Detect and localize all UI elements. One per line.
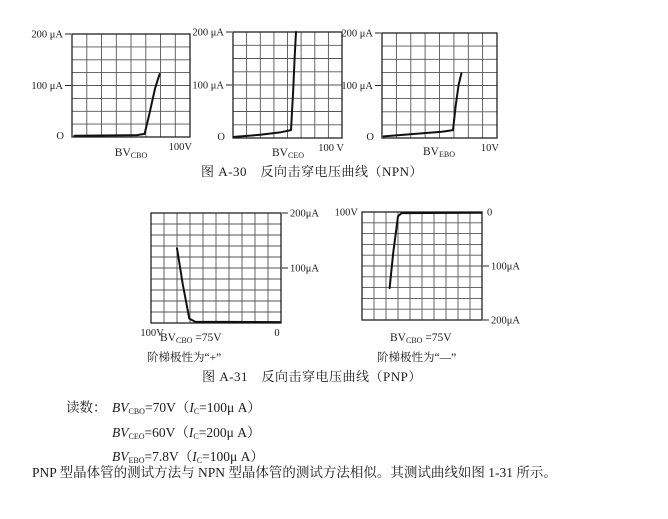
axis-label-npn-bvcbo: $BV_{CBO}$ — [114, 147, 148, 160]
step-polarity-note-pnp-plus: 阶梯极性为“+” — [147, 352, 222, 364]
grid-lines — [382, 33, 497, 138]
step-polarity-note-pnp-minus: 阶梯极性为“—” — [377, 352, 457, 364]
tick-label: 0 — [274, 328, 280, 339]
tick-label: 200μA — [491, 315, 520, 327]
tick-label: O — [56, 131, 64, 142]
readings-line: $BV_{EBO}=7.8V(I_C=100\mu$ A） — [112, 449, 264, 466]
tick-label: 100 μA — [341, 81, 373, 92]
tick-label: 200 μA — [31, 29, 63, 41]
trace-curve — [234, 32, 296, 137]
graph-npn-bvceo — [192, 28, 344, 155]
figure-a30-caption: 图 A-30 反向击穿电压曲线（NPN） — [201, 164, 423, 179]
tick-label: 100μA — [491, 261, 520, 273]
trace-curve — [384, 73, 462, 136]
axis-label-npn-bvceo: $BV_{CEO}$ — [272, 147, 304, 160]
closing-paragraph: PNP 型晶体管的测试方法与 NPN 型晶体管的测试方法相似。其测试曲线如图 1-31 所示。 — [32, 465, 557, 480]
tick-label: 100μA — [290, 263, 319, 275]
tick-label: 100V — [140, 328, 164, 339]
grid-lines — [151, 213, 281, 323]
grid-lines — [233, 32, 342, 138]
axis-label-npn-bvebo: $BV_{EBO}$ — [423, 146, 455, 159]
tick-label: 100V — [334, 207, 358, 219]
grid-lines — [362, 212, 482, 320]
tick-label: 10V — [480, 143, 499, 154]
tick-label: 100V — [168, 142, 192, 153]
tick-label: O — [217, 132, 225, 143]
graph-npn-bvebo — [341, 29, 499, 155]
tick-label: 200μA — [290, 208, 319, 220]
readings-line: 读数： $BV_{CBO}=70V(I_C=100\mu$ A） — [66, 398, 264, 423]
axis-label-pnp-plus: $BV_{CBO} =75V$ — [160, 332, 222, 345]
tick-label: 100 μA — [31, 81, 63, 92]
grid-lines — [72, 34, 190, 137]
graph-pnp-plus — [140, 209, 319, 340]
figure-a31-caption: 图 A-31 反向击穿电压曲线（PNP） — [202, 369, 422, 384]
graph-npn-bvcbo — [31, 30, 192, 154]
tick-label: 0 — [487, 207, 493, 219]
graph-pnp-minus — [335, 208, 521, 327]
tick-label: 100 V — [318, 143, 344, 154]
tick-label: 200 μA — [341, 28, 373, 40]
tick-label: O — [366, 132, 374, 143]
readings-line: $BV_{CEO}=60V(I_C=200\mu$ A） — [112, 424, 261, 441]
tick-label: 100 μA — [192, 80, 224, 92]
readings-prefix: 读数： — [66, 400, 107, 415]
axis-label-pnp-minus: $BV_{CBO} =75V$ — [390, 332, 452, 345]
tick-label: 200 μA — [192, 27, 224, 39]
